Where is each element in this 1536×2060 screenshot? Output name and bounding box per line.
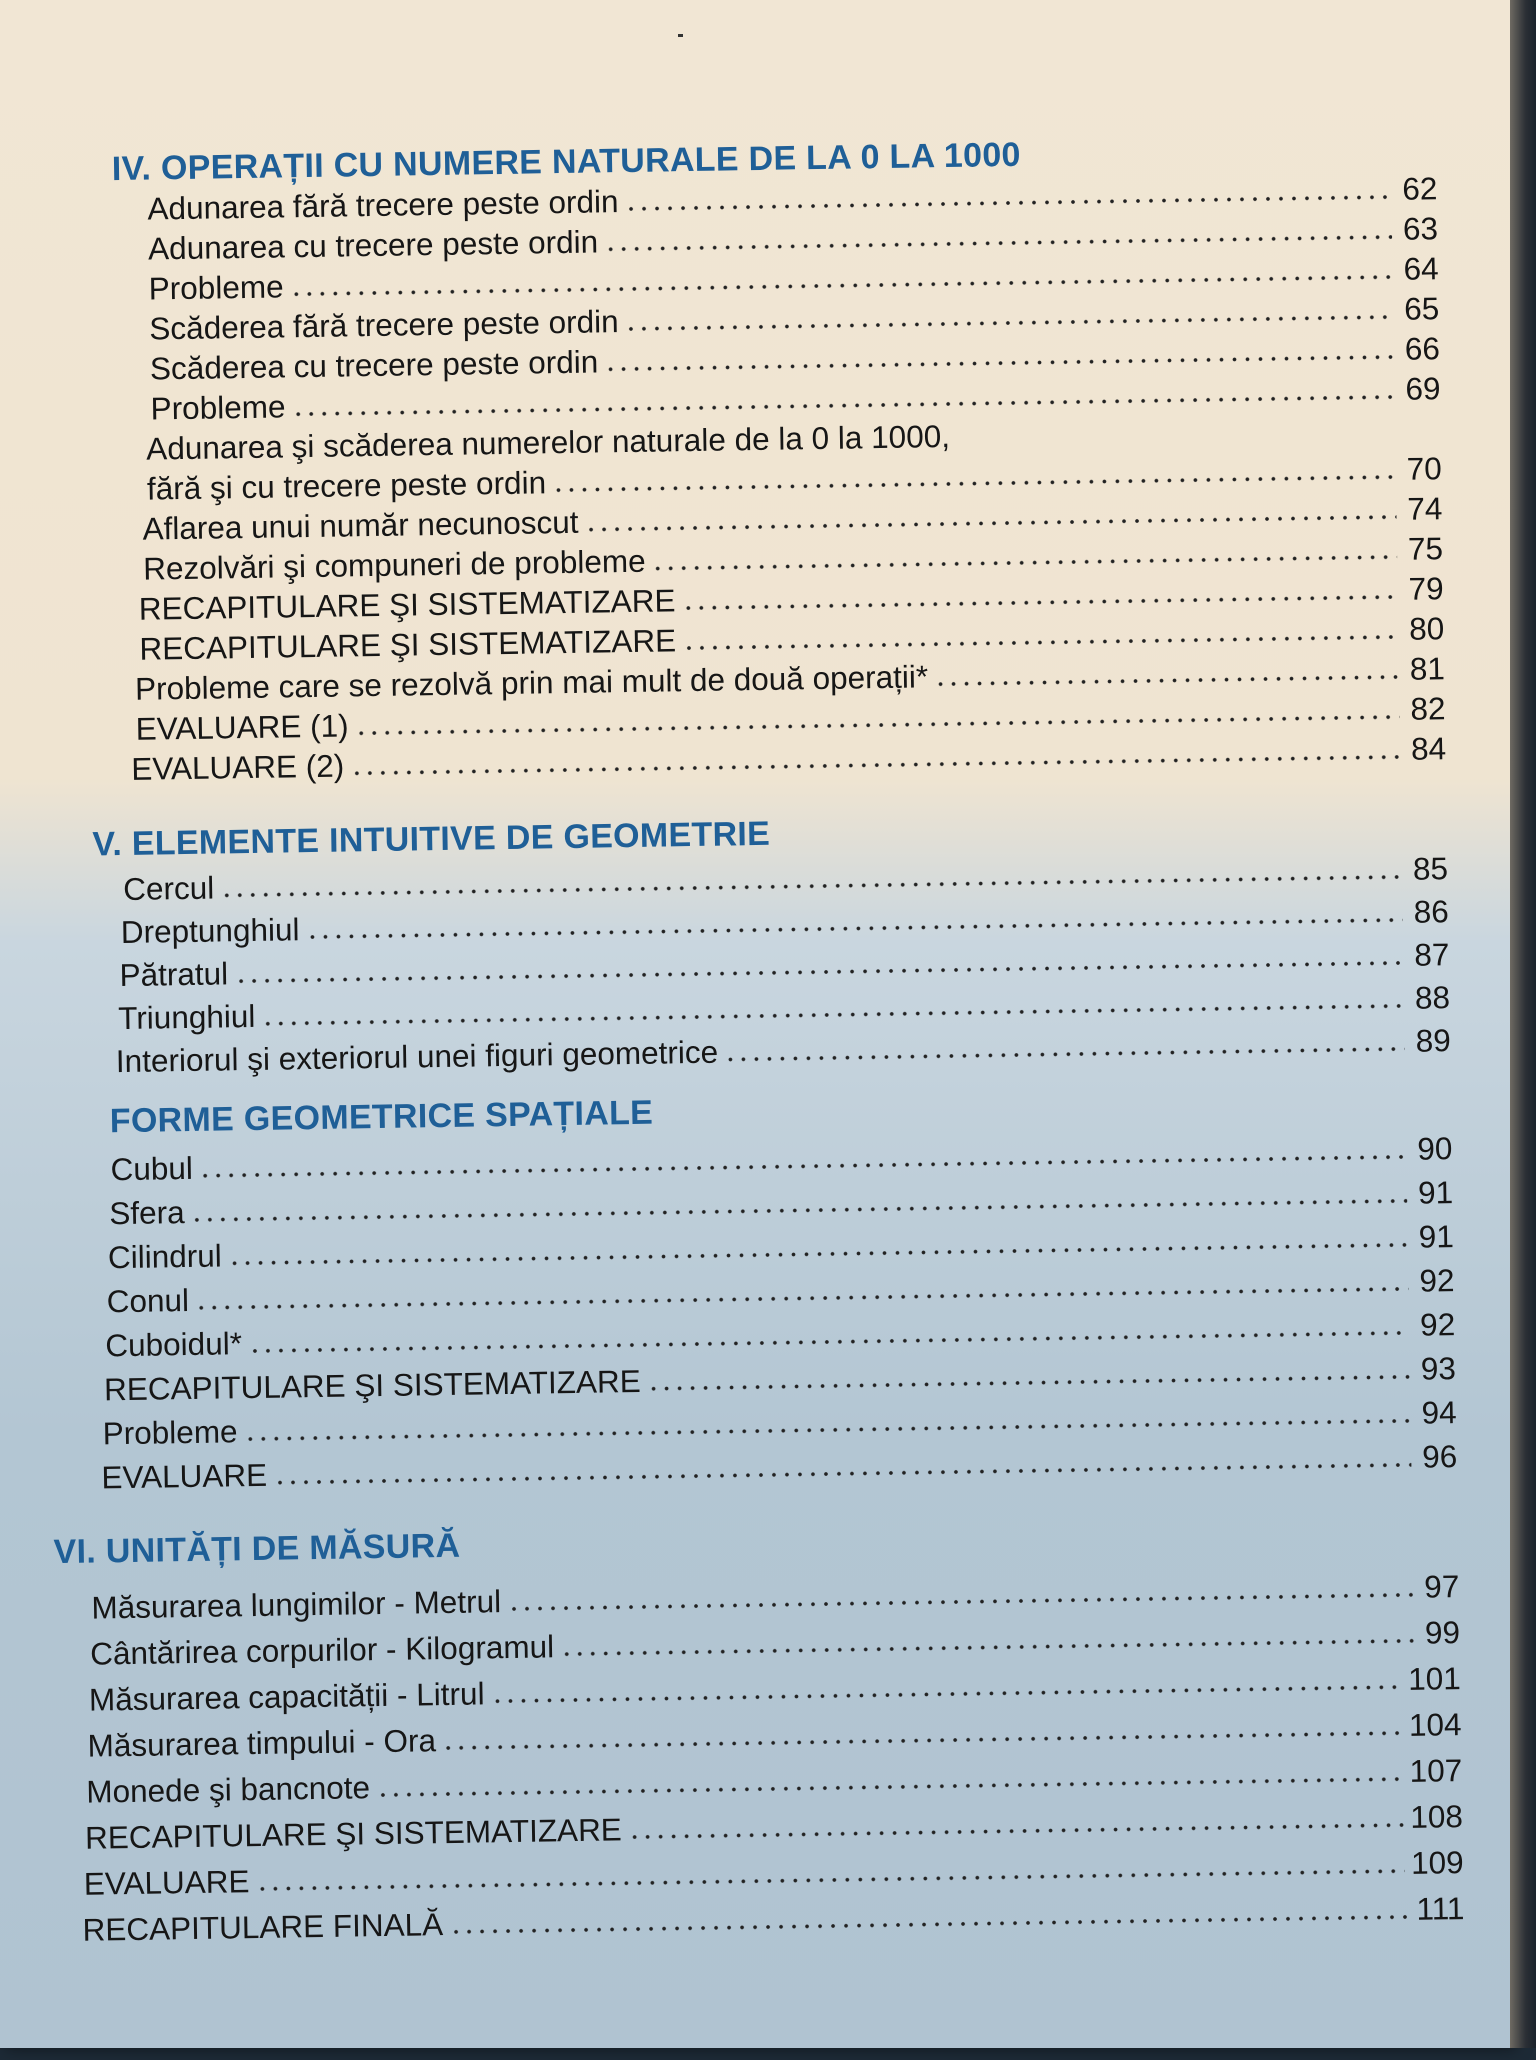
dot-leader [199,1155,1407,1178]
dot-leader [560,1639,1414,1656]
dot-leader [652,555,1397,571]
toc-entry-page: 80 [1408,610,1445,647]
toc-entry-page: 63 [1402,210,1439,247]
dot-leader [604,235,1392,251]
section-title-vi: VI. UNITĂȚI DE MĂSURĂ [53,1526,461,1572]
toc-entry-label: Cercul [122,869,215,907]
toc-entry-page: 109 [1410,1844,1464,1881]
dot-leader [273,1463,1411,1485]
dot-leader [248,1331,1409,1353]
toc-entry-page: 89 [1415,1022,1451,1059]
toc-entry-page: 82 [1410,690,1446,727]
toc-entry-label: RECAPITULARE ŞI SISTEMATIZARE [84,1811,623,1856]
toc-entry-label: EVALUARE [101,1456,268,1496]
dot-leader [585,515,1397,532]
dot-leader [220,875,1402,898]
toc-entry-label: EVALUARE [83,1863,250,1902]
toc-entry-label: Sfera [108,1194,185,1232]
toc-entry-label: Măsurarea timpului - Ora [87,1722,437,1764]
toc-entry-page: 62 [1402,170,1438,207]
dot-leader [491,1685,1403,1703]
dot-leader [682,635,1398,650]
toc-entry-page: 94 [1421,1394,1457,1431]
dot-leader [261,1004,1404,1026]
toc-entry-page: 81 [1409,650,1446,687]
toc-entry-page: 104 [1408,1706,1462,1743]
dot-leader [625,195,1392,211]
toc-entry-page: 92 [1419,1262,1455,1299]
toc-entry-label: Adunarea şi scăderea numerelor naturale de la 0 la 1000, [145,417,951,467]
dot-leader [228,1243,1408,1266]
toc-entry-label: Măsurarea lungimilor - Metrul [91,1583,502,1626]
toc-entry-label: Aflarea unui număr necunoscut [142,503,579,547]
dot-leader [625,315,1394,331]
toc-entry-label: Dreptunghiul [120,911,300,951]
toc-entry-page: 107 [1409,1752,1463,1789]
toc-entry-label: Probleme [102,1413,238,1452]
dot-leader [195,1287,1409,1310]
section-title-forme: FORME GEOMETRICE SPAȚIALE [109,1093,654,1141]
toc-entry-label: Cilindrul [107,1237,223,1276]
toc-entry-label: RECAPITULARE FINALĂ [82,1906,444,1948]
toc-entry-page: 86 [1413,893,1449,930]
dot-leader [647,1375,1410,1391]
toc-entry-label: RECAPITULARE ŞI SISTEMATIZARE [103,1362,642,1408]
toc-entry-label: Interiorul şi exteriorul unei figuri geometrice [115,1033,719,1080]
toc-entry-page: 99 [1424,1614,1461,1651]
toc-entry-label: Scăderea cu trecere peste ordin [149,343,599,387]
toc-entry-page: 70 [1406,450,1443,487]
toc-entry-page: 66 [1404,330,1441,367]
toc-entry-label: Pătratul [119,955,229,994]
toc-entry-label: Probleme [150,388,286,427]
dot-leader [724,1047,1405,1062]
toc-entry-page: 75 [1407,530,1444,567]
dot-leader [244,1419,1411,1441]
toc-entry-page: 91 [1417,1174,1454,1211]
toc-entry-page: 79 [1408,570,1444,607]
toc-entry-label: Cubul [110,1149,194,1188]
toc-entry-page: 88 [1414,979,1451,1016]
toc-entry-page: 101 [1407,1660,1462,1697]
toc-entry-label: EVALUARE (2) [131,747,345,787]
dot-leader [376,1777,1404,1797]
toc-entry-label: Conul [106,1282,190,1320]
dot-leader [628,1823,1405,1839]
section-title-iv: IV. OPERAȚII CU NUMERE NATURALE DE LA 0 LA 1000 [111,135,1022,189]
dot-leader [306,918,1403,939]
dot-leader [191,1199,1408,1222]
toc-entry-label: Monede şi bancnote [86,1769,371,1810]
toc-entry-page: 111 [1416,1890,1465,1927]
toc-entry-label: Adunarea fără trecere peste ordin [147,183,619,227]
toc-entry-page: 65 [1403,290,1440,327]
toc-entry-page: 87 [1414,936,1450,973]
toc-entry-label: Adunarea cu trecere peste ordin [147,223,599,267]
section-title-v: V. ELEMENTE INTUITIVE DE GEOMETRIE [92,814,771,864]
toc-entry-page: 108 [1410,1798,1464,1835]
dot-leader [442,1731,1403,1750]
dot-leader [234,961,1403,983]
dot-leader [256,1869,1406,1891]
toc-entry-label: fără şi cu trecere peste ordin [146,464,547,507]
toc-entry-page: 97 [1423,1568,1460,1605]
toc-entry-page: 96 [1421,1438,1458,1475]
toc-entry-page: 91 [1418,1218,1455,1255]
dot-leader [507,1593,1413,1611]
toc-entry-page: 64 [1403,250,1439,287]
toc-entry-page: 90 [1417,1130,1453,1167]
toc-entry-label: Triunghiul [117,997,256,1037]
dot-leader [552,475,1396,492]
dot-leader [604,355,1394,371]
toc-entry-page: 92 [1419,1306,1456,1343]
dot-leader [449,1915,1410,1934]
toc-entry-page: 93 [1420,1350,1457,1387]
toc-entry-label: Scăderea fără trecere peste ordin [149,303,619,347]
toc-entry-label: Probleme [148,268,284,307]
toc-entry-label: Rezolvări şi compuneri de probleme [142,542,646,587]
toc-entry-label: Măsurarea capacității - Litrul [88,1675,485,1718]
toc-entry-label: Cuboidul* [105,1325,243,1364]
dot-leader [682,595,1398,610]
dot-leader [350,755,1400,775]
toc-entry-label: RECAPITULARE ŞI SISTEMATIZARE [138,582,676,627]
toc-entry-page: 85 [1412,850,1449,887]
toc-entry-page: 69 [1405,370,1441,407]
page-edge-shadow [1510,0,1536,2048]
toc-entry-label: RECAPITULARE ŞI SISTEMATIZARE [139,622,677,667]
toc-entry-label: EVALUARE (1) [135,707,349,747]
toc-entry-label: Cântărirea corpurilor - Kilogramul [89,1628,555,1672]
toc-entry-page: 84 [1410,730,1447,767]
toc-entry-page: 74 [1407,490,1443,527]
dot-leader [934,675,1399,686]
toc-entry-label: Probleme care se rezolvă prin mai mult de două operații* [134,658,929,707]
